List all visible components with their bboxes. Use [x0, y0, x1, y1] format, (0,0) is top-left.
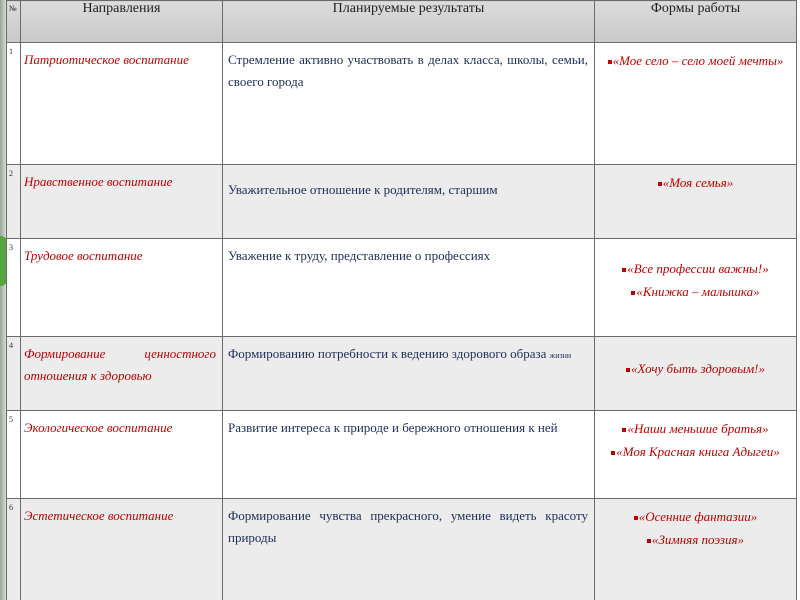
results-text: Развитие интереса к природе и бережного отношения к ней	[228, 420, 558, 435]
form-item	[599, 440, 792, 463]
bullet-icon	[611, 451, 615, 455]
form-item	[599, 257, 792, 280]
results-text: Уважение к труду, представление о профессиях	[228, 248, 491, 263]
bullet-icon	[631, 291, 635, 295]
forms-cell	[595, 411, 797, 499]
results-cell	[223, 411, 595, 499]
form-item-text: «Осенние фантазии»	[638, 509, 758, 524]
results-text-small: жизни	[549, 351, 572, 360]
forms-cell	[595, 165, 797, 239]
header-number: №	[7, 1, 21, 43]
table-row	[7, 165, 797, 239]
bullet-icon	[626, 368, 630, 372]
row-number: 3	[7, 239, 21, 337]
header-results: Планируемые результаты	[223, 1, 595, 43]
results-text: Стремление активно участвовать в делах класса, школы, семьи, своего города	[228, 52, 588, 89]
direction-cell: Эстетическое воспитание	[21, 499, 223, 600]
direction-cell: Экологическое воспитание	[21, 411, 223, 499]
direction-cell: Нравственное воспитание	[21, 165, 223, 239]
form-item	[599, 417, 792, 440]
form-item-text: «Хочу быть здоровым!»	[630, 361, 765, 376]
table-row	[7, 411, 797, 499]
form-item-text: «Зимняя поэзия»	[651, 532, 745, 547]
education-plan-table	[6, 0, 797, 600]
form-item	[599, 171, 792, 194]
bullet-icon	[622, 428, 626, 432]
form-item	[599, 357, 792, 380]
table-row	[7, 499, 797, 600]
form-item-text: «Моя Красная книга Адыгеи»	[616, 444, 780, 459]
forms-cell	[595, 43, 797, 165]
header-forms: Формы работы	[595, 1, 797, 43]
table-row	[7, 239, 797, 337]
header-direction: Направления	[21, 1, 223, 43]
row-number: 5	[7, 411, 21, 499]
forms-cell	[595, 499, 797, 600]
form-item-text: «Наши меньшие братья»	[627, 421, 769, 436]
form-item-text: «Все профессии важны!»	[627, 261, 769, 276]
results-text: Формирование чувства прекрасного, умение видеть красоту природы	[228, 508, 588, 545]
table-row	[7, 43, 797, 165]
direction-cell: Патриотическое воспитание	[21, 43, 223, 165]
bullet-icon	[608, 60, 612, 64]
table-header-row	[7, 1, 797, 43]
table-row	[7, 337, 797, 411]
form-item	[599, 505, 792, 528]
form-item-text: «Моя семья»	[662, 175, 734, 190]
direction-cell: Трудовое воспитание	[21, 239, 223, 337]
row-number: 1	[7, 43, 21, 165]
results-cell	[223, 43, 595, 165]
form-item-text: «Книжка – малышка»	[636, 284, 760, 299]
form-item-text: «Мое село – село моей мечты»	[612, 53, 784, 68]
form-item	[599, 280, 792, 303]
results-cell	[223, 499, 595, 600]
results-text: Уважительное отношение к родителям, старшим	[228, 182, 498, 197]
results-cell	[223, 239, 595, 337]
forms-cell	[595, 337, 797, 411]
bullet-icon	[658, 182, 662, 186]
bullet-icon	[647, 539, 651, 543]
row-number: 6	[7, 499, 21, 600]
form-item	[599, 49, 792, 72]
results-cell	[223, 165, 595, 239]
row-number: 2	[7, 165, 21, 239]
results-cell	[223, 337, 595, 411]
row-number: 4	[7, 337, 21, 411]
bullet-icon	[634, 516, 638, 520]
direction-cell: Формирование ценностного отношения к здоровью	[21, 337, 223, 411]
forms-cell	[595, 239, 797, 337]
bullet-icon	[622, 268, 626, 272]
form-item	[599, 528, 792, 551]
results-text: Формированию потребности к ведению здорового образа	[228, 346, 547, 361]
